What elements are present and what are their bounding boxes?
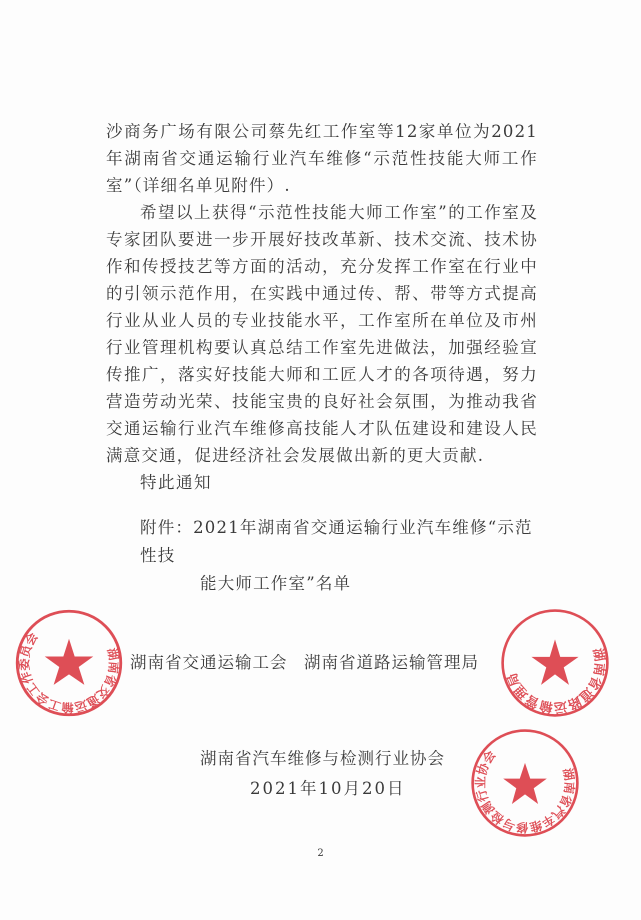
attachment-note <box>140 514 540 598</box>
page-number: 2 <box>317 848 324 859</box>
signatory-left: 湖南省交通运输工会 <box>130 653 288 672</box>
document-flow <box>0 118 641 859</box>
closing-text: 特此通知 <box>140 473 212 492</box>
attachment-line-2: 能大师工作室”名单 <box>200 574 352 593</box>
signature-block <box>0 608 641 844</box>
svg-text:湖南省道路运输管理局: 湖南省道路运输管理局 <box>505 647 607 715</box>
svg-text:湖南省交通运输工会工作委员会: 湖南省交通运输工会工作委员会 <box>17 630 121 715</box>
paragraph-2: 希望以上获得“示范性技能大师工作室”的工作室及专家团队要进一步开展好技改革新、技术交流、技术协作和传授技艺等方面的活动，充分发挥工作室在行业中的引领示范作用，在实践中通过传、帮、带等方式提高行业从业人员的专业技能水平，工作室所在单位及市州行业管理机构要认真总结工作室先进做法，加强经验宣传推广，落实好技能大师和工匠人才的各项待遇，努力营造劳动光荣、技能宝贵的良好社会氛围，为推动我省交通运输行业汽车维修高技能人才队伍建设和建设人民满意交通，促进经济社会发展做出新的更大贡献. <box>106 203 538 465</box>
date: 2021年10月20日 <box>250 779 406 798</box>
body-text <box>106 118 538 469</box>
signatory-right: 湖南省道路运输管理局 <box>304 653 479 672</box>
stamp-left-seal <box>14 608 124 718</box>
stamp-right-seal <box>500 608 610 718</box>
stamp-bottom-seal <box>470 728 580 838</box>
signatory-bottom: 湖南省汽车维修与检测行业协会 <box>200 749 445 768</box>
svg-text:湖南省汽车维修与检测行业协会: 湖南省汽车维修与检测行业协会 <box>473 748 577 835</box>
attachment-line-1: 附件：2021年湖南省交通运输行业汽车维修“示范性技 <box>140 518 533 565</box>
paragraph-1: 沙商务广场有限公司蔡先红工作室等12家单位为2021年湖南省交通运输行业汽车维修“示范性技能大师工作室”（详细名单见附件）. <box>106 122 538 195</box>
